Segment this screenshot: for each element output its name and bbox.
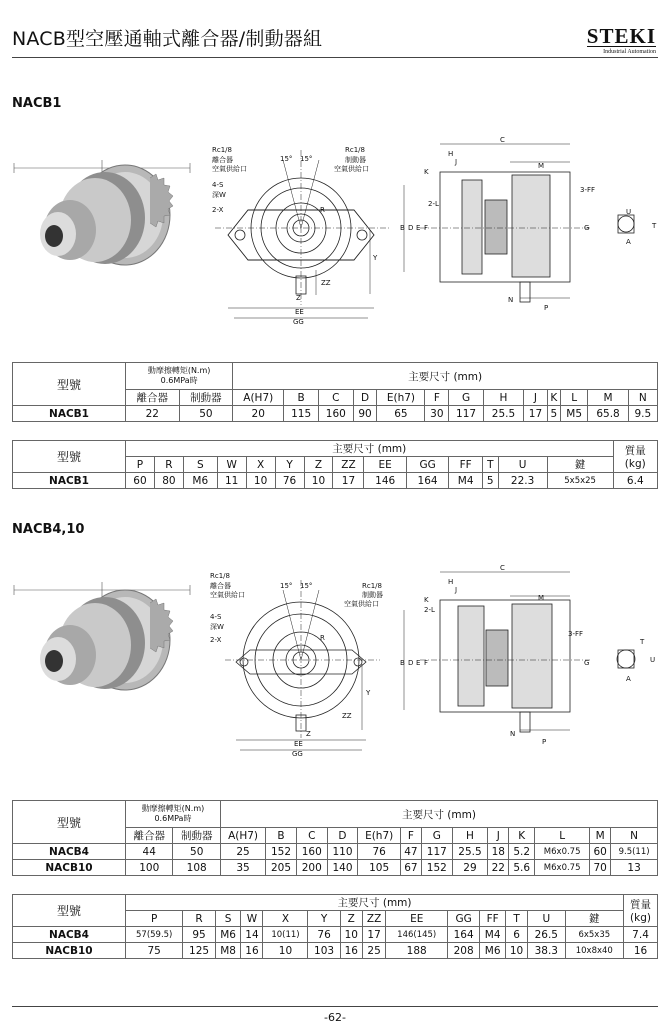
label-a: A [626,238,631,246]
table-row [13,943,658,959]
nacb4-10-spec-table-2 [12,894,658,959]
dims-header: 主要尺寸 (mm) [126,441,614,457]
cell: 11 [217,473,246,489]
cell: 152 [266,844,297,860]
cell: 5x5x25 [547,473,613,489]
cell: 18 [488,844,509,860]
cell: 100 [126,860,173,876]
cell: 9.5 [628,406,657,422]
cell: 14 [241,927,263,943]
cell: 115 [284,406,319,422]
col-header: E(h7) [377,390,425,406]
cell: 6 [506,927,528,943]
cell: 164 [447,927,479,943]
col-header: H [452,828,488,844]
col-header: N [611,828,658,844]
col-header: L [535,828,590,844]
nacb4-10-spec-table-1 [12,800,658,876]
cell: 67 [400,860,421,876]
nacb1-spec-table-2 [12,440,658,489]
label-angle-left: 15° [280,155,293,163]
cell: M4 [449,473,483,489]
label-h: H [448,578,454,586]
cell: 76 [275,473,304,489]
col-header: J [488,828,509,844]
col-header: F [425,390,449,406]
cell-weight: 6.4 [613,473,657,489]
cell: 160 [296,844,327,860]
cell: 103 [308,943,340,959]
cell: 60 [590,844,611,860]
nacb1-spec-table-1 [12,362,658,422]
col-header: F [400,828,421,844]
weight-header: 質量 (kg) [624,895,658,927]
label-b: B [400,659,405,667]
cell: 20 [233,406,284,422]
cell: 10(11) [263,927,308,943]
clutch-header: 離合器 [126,828,173,844]
torque-header: 動摩擦轉矩(N.m) 0.6MPa時 [126,363,233,390]
col-header: K [547,390,560,406]
cell: 205 [266,860,297,876]
cell: 26.5 [528,927,565,943]
table-row [13,844,658,860]
model-header: 型號 [13,801,126,844]
col-header: Z [304,457,333,473]
row-model: NACB10 [13,943,126,959]
cell: M6x0.75 [535,860,590,876]
logo-wordmark: STEKI [586,24,656,48]
cell: 208 [447,943,479,959]
col-header: X [246,457,275,473]
label-depth-w: 深W [212,191,226,199]
label-c: C [500,564,505,572]
cell: 200 [296,860,327,876]
dims-header: 主要尺寸 (mm) [126,895,624,911]
label-angle-right: 15° [300,155,313,163]
cell: 22.3 [498,473,547,489]
col-header: C [296,828,327,844]
label-y: Y [373,254,378,262]
cell: 22 [126,406,180,422]
cell: 5 [483,473,498,489]
cell: M8 [215,943,241,959]
label-rc-left: Rc1/8 [210,572,230,580]
label-d: D [408,224,414,232]
label-p: P [542,738,547,746]
cell: 17 [333,473,364,489]
brand-logo [587,26,656,55]
col-header: J [524,390,548,406]
col-header: B [284,390,319,406]
cell: 105 [358,860,401,876]
col-header: GG [447,911,479,927]
label-a: A [626,675,631,683]
cell: 35 [220,860,265,876]
product-photo [14,582,190,690]
cell: 17 [524,406,548,422]
col-header: X [263,911,308,927]
header-divider [12,57,658,58]
side-view-drawing [404,144,634,302]
logo-subtitle: Industrial Automation [603,49,656,55]
label-u: U [626,208,632,216]
cell: 13 [611,860,658,876]
col-header: E(h7) [358,828,401,844]
label-c: C [500,136,505,144]
cell: 10x8x40 [565,943,624,959]
cell: 146(145) [386,927,448,943]
front-view-drawing [215,150,390,318]
cell: 50 [179,406,233,422]
col-header: Y [275,457,304,473]
cell: M6 [183,473,217,489]
label-angle-right: 15° [300,582,313,590]
col-header: D [327,828,358,844]
label-4s: 4-S [210,613,222,621]
label-n: N [508,296,514,304]
col-header: H [483,390,523,406]
footer-divider [12,1006,658,1007]
label-g: G [584,659,590,667]
cell: 76 [308,927,340,943]
cell: 164 [406,473,448,489]
row-model: NACB10 [13,860,126,876]
cell: 65 [377,406,425,422]
label-ee: EE [294,740,303,748]
table-row [13,406,658,422]
cell: 70 [590,860,611,876]
label-rc-right: Rc1/8 [362,582,382,590]
label-brake-air-1: 制動器 [345,156,366,164]
col-header: B [266,828,297,844]
cell: 57(59.5) [126,927,183,943]
cell: 188 [386,943,448,959]
model-header: 型號 [13,441,126,473]
col-header: S [183,457,217,473]
label-y: Y [366,689,371,697]
col-header: D [353,390,377,406]
label-gg: GG [293,318,304,326]
label-rc-right: Rc1/8 [345,146,365,154]
label-2l: 2-L [428,200,439,208]
cell: 125 [183,943,215,959]
cell-weight: 7.4 [624,927,658,943]
label-m: M [538,162,545,170]
table-row [13,927,658,943]
col-header: W [217,457,246,473]
col-header: GG [406,457,448,473]
cell: 47 [400,844,421,860]
label-4s: 4-S [212,181,224,189]
cell-weight: 16 [624,943,658,959]
label-m: M [538,594,545,602]
col-header: Z [340,911,362,927]
row-model: NACB4 [13,844,126,860]
table-row [13,860,658,876]
product-photo [14,160,190,265]
cell: 10 [246,473,275,489]
cell: 65.8 [588,406,628,422]
cell: 75 [126,943,183,959]
label-zz: ZZ [342,712,352,720]
label-t: T [640,638,645,646]
cell: 25.5 [452,844,488,860]
cell: 146 [364,473,406,489]
col-header: U [528,911,565,927]
label-z: Z [296,294,301,302]
label-2x: 2-X [210,636,222,644]
label-zz: ZZ [321,279,331,287]
col-header: R [183,911,215,927]
label-clutch-air-1: 離合器 [212,156,233,164]
cell: 5 [547,406,560,422]
label-d: D [408,659,414,667]
cell: 16 [340,943,362,959]
label-u: U [650,656,656,664]
label-b: B [400,224,405,232]
col-header: G [421,828,452,844]
label-rc-left: Rc1/8 [212,146,232,154]
page-title: NACB型空壓通軸式離合器/制動器組 [12,28,323,50]
clutch-header: 離合器 [126,390,180,406]
label-3ff: 3-FF [568,630,584,638]
label-r: R [320,634,325,642]
cell: 25 [220,844,265,860]
cell: M6x0.75 [535,844,590,860]
label-clutch-air-1: 離合器 [210,582,231,590]
label-n: N [510,730,516,738]
row-model: NACB4 [13,927,126,943]
col-header: K [509,828,535,844]
cell: 17 [362,927,386,943]
label-angle-left: 15° [280,582,293,590]
cell: 10 [340,927,362,943]
cell: 140 [327,860,358,876]
cell: 60 [126,473,155,489]
brake-header: 制動器 [173,828,220,844]
col-header: W [241,911,263,927]
nacb1-drawings [0,130,670,340]
dims-header: 主要尺寸 (mm) [233,363,658,390]
label-t: T [652,222,657,230]
col-header: A(H7) [220,828,265,844]
label-p: P [544,304,549,312]
col-header: M [590,828,611,844]
cell: 10 [263,943,308,959]
cell: M6 [215,927,241,943]
col-header: P [126,457,155,473]
table-row [13,473,658,489]
cell: 160 [318,406,353,422]
side-view-drawing [404,572,635,732]
cell: 80 [154,473,183,489]
cell: 108 [173,860,220,876]
col-header: ZZ [333,457,364,473]
label-brake-air-2: 空氣供給口 [334,165,369,173]
row-model: NACB1 [13,406,126,422]
cell: 5.2 [509,844,535,860]
col-header: C [318,390,353,406]
cell: M4 [480,927,506,943]
col-header: L [560,390,588,406]
label-ee: EE [295,308,304,316]
cell: M6 [480,943,506,959]
label-e: E [416,659,421,667]
cell: 10 [304,473,333,489]
model-header: 型號 [13,895,126,927]
cell: 25 [362,943,386,959]
cell: 38.3 [528,943,565,959]
col-header: S [215,911,241,927]
label-g: G [584,224,590,232]
brake-header: 制動器 [179,390,233,406]
label-clutch-air-2: 空氣供給口 [210,591,245,599]
label-e: E [416,224,421,232]
nacb4-10-drawings [0,560,670,760]
label-depth-w: 深W [210,623,224,631]
cell: 110 [327,844,358,860]
col-header: FF [480,911,506,927]
label-j: J [455,586,458,594]
page-number: -62- [324,1011,346,1024]
label-j: J [455,158,458,166]
label-h: H [448,150,454,158]
col-header: Y [308,911,340,927]
cell: 6x5x35 [565,927,624,943]
cell: 30 [425,406,449,422]
label-3ff: 3-FF [580,186,596,194]
cell: 22 [488,860,509,876]
col-header: A(H7) [233,390,284,406]
cell: 76 [358,844,401,860]
model-header: 型號 [13,363,126,406]
label-z: Z [306,730,311,738]
row-model: NACB1 [13,473,126,489]
label-k: K [424,596,429,604]
col-header: FF [449,457,483,473]
col-header: G [449,390,484,406]
label-brake-air-2: 空氣供給口 [344,600,379,608]
cell: M5 [560,406,588,422]
torque-header: 動摩擦轉矩(N.m) 0.6MPa時 [126,801,221,828]
cell: 44 [126,844,173,860]
col-header: M [588,390,628,406]
col-header: T [506,911,528,927]
col-header: 鍵 [565,911,624,927]
col-header: N [628,390,657,406]
cell: 117 [421,844,452,860]
col-header: R [154,457,183,473]
col-header: T [483,457,498,473]
label-k: K [424,168,429,176]
label-2l: 2-L [424,606,435,614]
cell: 5.6 [509,860,535,876]
label-clutch-air-2: 空氣供給口 [212,165,247,173]
col-header: U [498,457,547,473]
cell: 50 [173,844,220,860]
cell: 29 [452,860,488,876]
col-header: ZZ [362,911,386,927]
cell: 90 [353,406,377,422]
col-header: EE [364,457,406,473]
label-brake-air-1: 制動器 [362,591,383,599]
cell: 95 [183,927,215,943]
dims-header: 主要尺寸 (mm) [220,801,657,828]
label-2x: 2-X [212,206,224,214]
label-f: F [424,659,429,667]
label-f: F [424,224,429,232]
label-r: R [320,206,325,214]
section-title-nacb1: NACB1 [12,96,62,111]
cell: 117 [449,406,484,422]
label-gg: GG [292,750,303,758]
cell: 152 [421,860,452,876]
cell: 10 [506,943,528,959]
weight-header: 質量 (kg) [613,441,657,473]
col-header: EE [386,911,448,927]
cell: 16 [241,943,263,959]
col-header: 鍵 [547,457,613,473]
cell: 25.5 [483,406,523,422]
col-header: P [126,911,183,927]
section-title-nacb4-10: NACB4,10 [12,522,85,537]
cell: 9.5(11) [611,844,658,860]
